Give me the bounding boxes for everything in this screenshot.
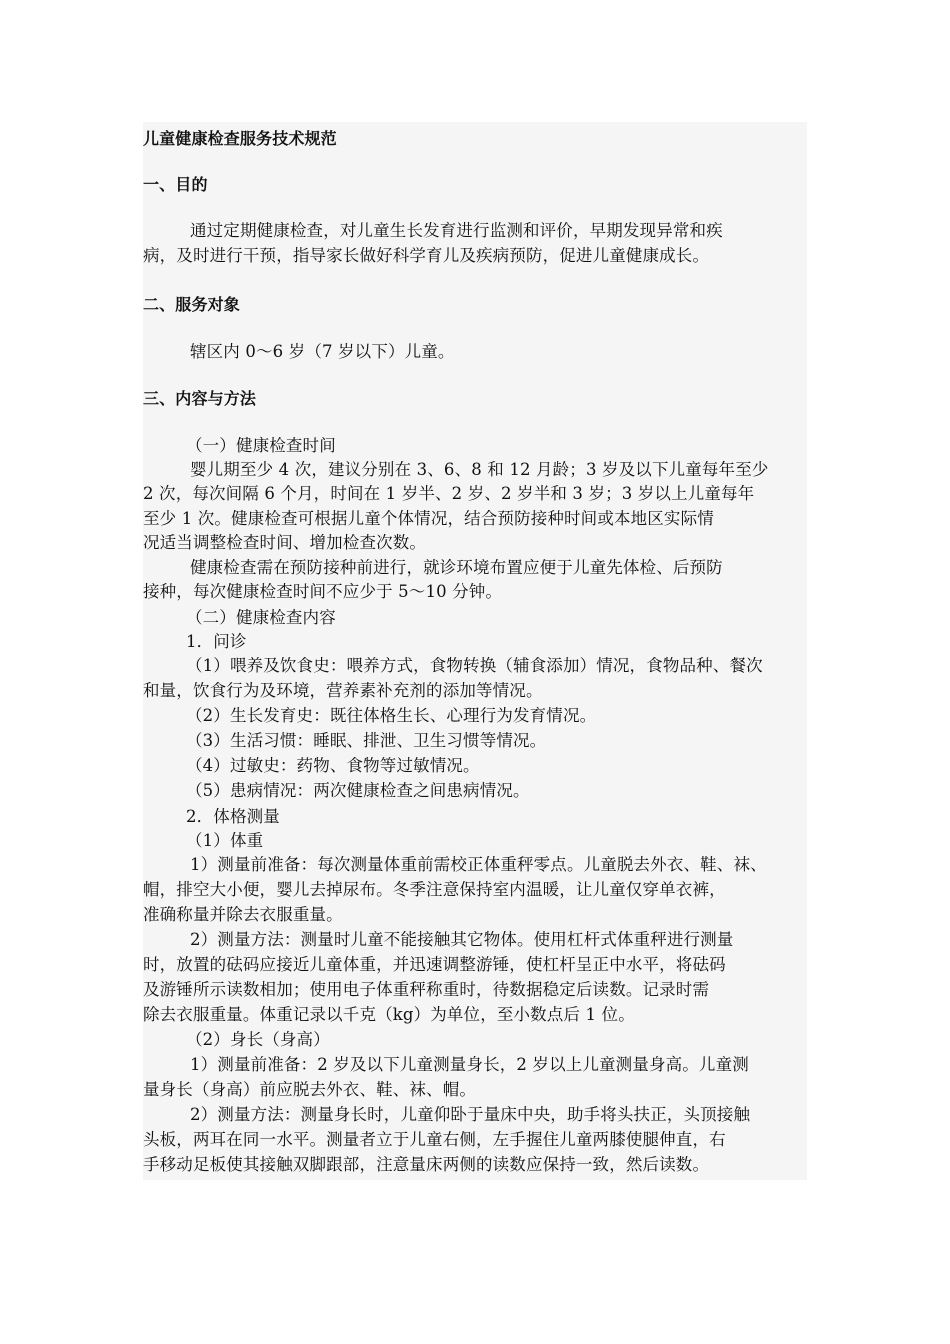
item-title: 1．问诊 <box>186 632 247 651</box>
document-title: 儿童健康检查服务技术规范 <box>143 129 337 148</box>
paragraph-line: 至少 1 次。健康检查可根据儿童个体情况，结合预防接种时间或本地区实际情 <box>143 509 714 528</box>
paragraph-line: 手移动足板使其接触双脚跟部，注意量床两侧的读数应保持一致，然后读数。 <box>143 1155 710 1174</box>
paragraph-line: 准确称量并除去衣服重量。 <box>143 905 343 924</box>
item-subtitle: （1）体重 <box>186 831 264 850</box>
section-heading-content: 三、内容与方法 <box>143 389 257 408</box>
paragraph-line: （5）患病情况：两次健康检查之间患病情况。 <box>186 781 530 800</box>
item-subtitle: （2）身长（身高） <box>186 1030 330 1049</box>
paragraph-line: 病，及时进行干预，指导家长做好科学育儿及疾病预防，促进儿童健康成长。 <box>143 246 710 265</box>
paragraph-line: 况适当调整检查时间、增加检查次数。 <box>143 533 427 552</box>
document-page <box>143 122 807 1180</box>
paragraph-line: 除去衣服重量。体重记录以千克（kg）为单位，至小数点后 1 位。 <box>143 1005 635 1024</box>
paragraph-line: 2 次，每次间隔 6 个月，时间在 1 岁半、2 岁、2 岁半和 3 岁；3 岁以上儿童每年 <box>143 484 755 503</box>
paragraph-line: （1）喂养及饮食史：喂养方式，食物转换（辅食添加）情况，食物品种、餐次 <box>186 656 763 675</box>
section-heading-purpose: 一、目的 <box>143 175 208 194</box>
subsection-title: （二）健康检查内容 <box>186 608 336 627</box>
paragraph-line: 2）测量方法：测量身长时，儿童仰卧于量床中央，助手将头扶正，头顶接触 <box>190 1105 751 1124</box>
paragraph-line: （3）生活习惯：睡眠、排泄、卫生习惯等情况。 <box>186 731 547 750</box>
paragraph-line: 和量，饮食行为及环境，营养素补充剂的添加等情况。 <box>143 681 543 700</box>
paragraph-line: 2）测量方法：测量时儿童不能接触其它物体。使用杠杆式体重秤进行测量 <box>190 930 734 949</box>
paragraph-line: 婴儿期至少 4 次，建议分别在 3、6、8 和 12 月龄；3 岁及以下儿童每年至少 <box>190 460 769 479</box>
section-heading-target: 二、服务对象 <box>143 295 240 314</box>
paragraph-line: 时，放置的砝码应接近儿童体重，并迅速调整游锤，使杠杆呈正中水平，将砝码 <box>143 955 726 974</box>
paragraph-line: 1）测量前准备：2 岁及以下儿童测量身长，2 岁以上儿童测量身高。儿童测 <box>190 1055 749 1074</box>
item-title: 2．体格测量 <box>186 807 280 826</box>
paragraph-line: 辖区内 0～6 岁（7 岁以下）儿童。 <box>190 342 455 361</box>
paragraph-line: 接种，每次健康检查时间不应少于 5～10 分钟。 <box>143 582 503 601</box>
paragraph-line: （2）生长发育史：既往体格生长、心理行为发育情况。 <box>186 706 597 725</box>
paragraph-line: 头板，两耳在同一水平。测量者立于儿童右侧，左手握住儿童两膝使腿伸直，右 <box>143 1130 726 1149</box>
subsection-title: （一）健康检查时间 <box>186 436 336 455</box>
paragraph-line: 量身长（身高）前应脱去外衣、鞋、袜、帽。 <box>143 1080 476 1099</box>
paragraph-line: 通过定期健康检查，对儿童生长发育进行监测和评价，早期发现异常和疾 <box>190 221 723 240</box>
paragraph-line: 健康检查需在预防接种前进行，就诊环境布置应便于儿童先体检、后预防 <box>190 558 723 577</box>
paragraph-line: 1）测量前准备：每次测量体重前需校正体重秤零点。儿童脱去外衣、鞋、袜、 <box>190 855 767 874</box>
paragraph-line: 帽，排空大小便，婴儿去掉尿布。冬季注意保持室内温暖，让儿童仅穿单衣裤， <box>143 880 726 899</box>
paragraph-line: （4）过敏史：药物、食物等过敏情况。 <box>186 756 480 775</box>
paragraph-line: 及游锤所示读数相加；使用电子体重秤称重时，待数据稳定后读数。记录时需 <box>143 980 710 999</box>
